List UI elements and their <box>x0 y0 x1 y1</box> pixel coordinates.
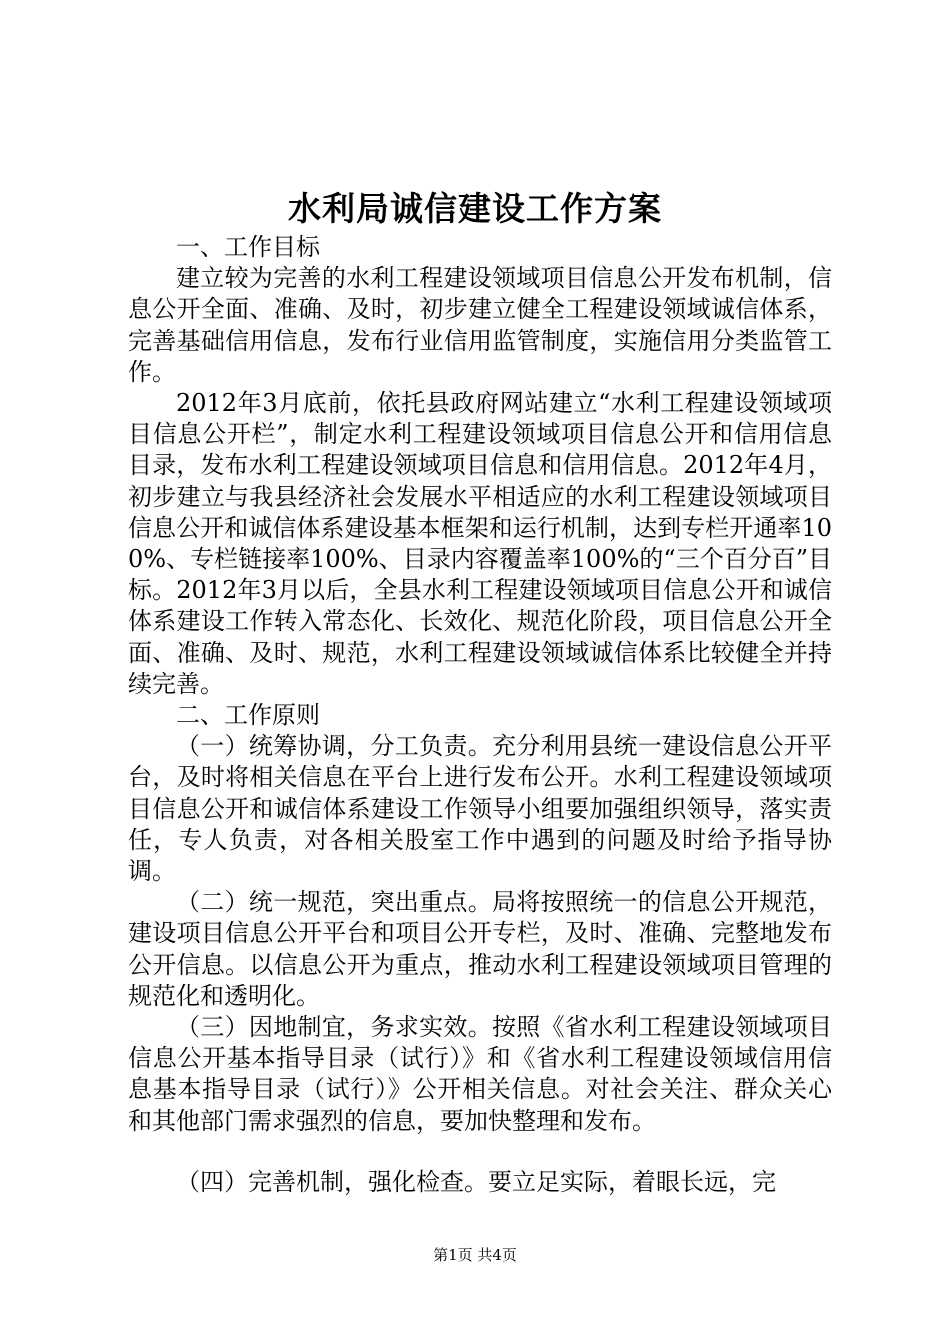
document-title: 水利局诚信建设工作方案 <box>288 189 662 228</box>
paragraph-goals-timeline: 2012年3月底前，依托县政府网站建立“水利工程建设领域项目信息公开栏”，制定水利工程建设领域项目信息公开和信用信息目录，发布水利工程建设领域项目信息和信用信息。2012年4月，初步建立与我县经济社会发展水平相适应的水利工程建设领域项目信息公开和诚信体系建设基本框架和运行机制，达到专栏开通率100%、专栏链接率100%、目录内容覆盖率100%的“三个百分百”目标。2012年3月以后，全县水利工程建设领域项目信息公开和诚信体系建设工作转入常态化、长效化、规范化阶段，项目信息公开全面、准确、及时、规范，水利工程建设领域诚信体系比较健全并持续完善。 <box>128 389 832 698</box>
page-footer: 第1页 共4页 <box>433 1246 517 1264</box>
paragraph-gap <box>128 1137 832 1167</box>
paragraph-goals-overview: 建立较为完善的水利工程建设领域项目信息公开发布机制，信息公开全面、准确、及时，初步建立健全工程建设领域诚信体系，完善基础信用信息，发布行业信用监管制度，实施信用分类监管工作。 <box>128 264 832 386</box>
section-heading-goals: 一、工作目标 <box>176 233 320 261</box>
section-heading-principles: 二、工作原则 <box>176 701 320 730</box>
paragraph-principle-3: （三）因地制宜，务求实效。按照《省水利工程建设领域项目信息公开基本指导目录（试行）》和《省水利工程建设领域信用信息基本指导目录（试行）》公开相关信息。对社会关注、群众关心和其他部门需求强烈的信息，要加快整理和发布。 <box>128 1013 832 1135</box>
paragraph-principle-1: （一）统筹协调，分工负责。充分利用县统一建设信息公开平台，及时将相关信息在平台上进行发布公开。水利工程建设领域项目信息公开和诚信体系建设工作领导小组要加强组织领导，落实责任，专人负责，对各相关股室工作中遇到的问题及时给予指导协调。 <box>128 732 832 886</box>
paragraph-principle-4: （四）完善机制，强化检查。要立足实际，着眼长远，完 <box>176 1167 776 1196</box>
paragraph-principle-2: （二）统一规范，突出重点。局将按照统一的信息公开规范，建设项目信息公开平台和项目公开专栏，及时、准确、完整地发布公开信息。以信息公开为重点，推动水利工程建设领域项目管理的规范化和透明化。 <box>128 888 832 1010</box>
document-body <box>128 232 832 1198</box>
